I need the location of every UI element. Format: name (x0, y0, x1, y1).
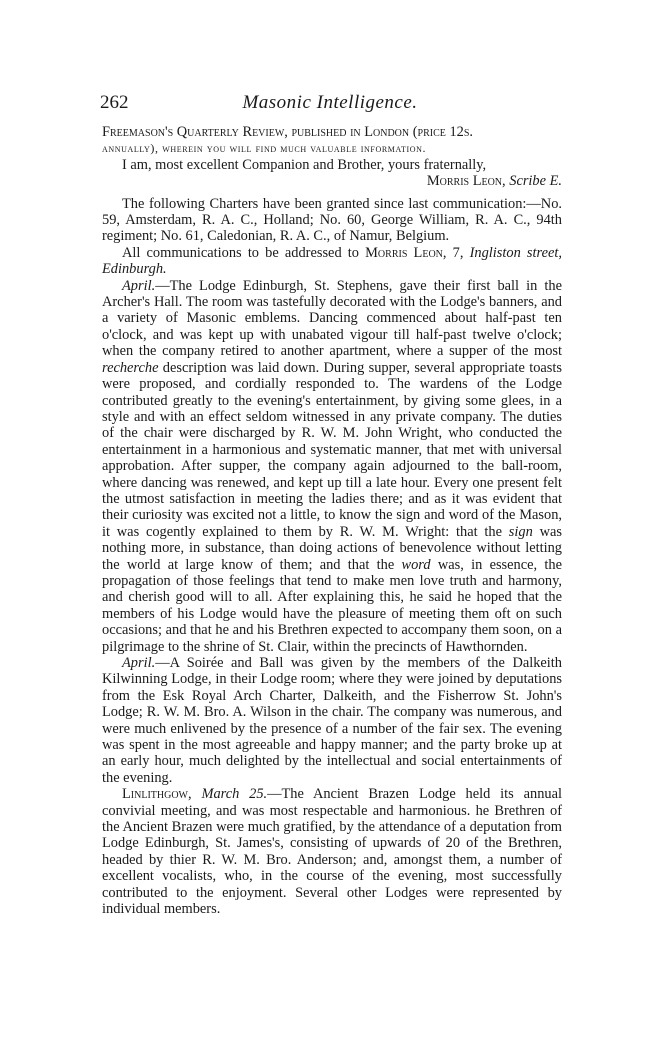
signature-name: Morris Leon, (426, 173, 506, 190)
review-notice-line-2: annually), wherein you will find much valuable information. (102, 141, 427, 156)
signature (102, 173, 562, 189)
review-notice-line-1: Freemason's Quarterly Review, published in London (price 12s. (102, 124, 474, 140)
closing-line: I am, most excellent Companion and Brother, yours fraternally, (122, 156, 487, 173)
april-soiree-paragraph: April.—A Soirée and Ball was given by the members of the Dalkeith Kilwinning Lodge, in their Lodge room; where they were joined by deputations from the Esk Royal Arch Charter, Dalkeith, and the Fisherrow St. John's Lodge; R. W. M. Bro. A. Wilson in the chair. The company was numerous, and were much enlivened by the presence of a number of the fair sex. The evening was spent in the most agreeable and happy manner; and the party broke up at an early hour, much delighted by the intellectual and social entertainments of the evening. (102, 655, 562, 786)
april-ball-paragraph: April.—The Lodge Edinburgh, St. Stephens, gave their first ball in the Archer's Hall. The room was tastefully decorated with the Lodge's banners, and a variety of Masonic emblems. Dancing commenced about half-past ten o'clock, and was kept up with unabated vigour till half-past twelve o'clock; when the company retired to another apartment, where a supper of the most recherche description was laid down. During supper, several appropriate toasts were proposed, and cordially responded to. The wardens of the Lodge contributed greatly to the evening's entertainment, by giving some glees, in a style and with an effect seldom witnessed in any private company. The duties of the chair were discharged by R. W. M. John Wright, who conducted the entertainment in a harmonious and systematic manner, that met with universal approbation. After supper, the company again adjourned to the ball-room, where dancing was renewed, and kept up till a late hour. Every one present felt the utmost satisfaction in meeting the ladies there; and as it was evident that their curiosity was excited not a little, to know the sign and word of the Mason, it was cogently explained to them by R. W. M. Wright: that the sign was nothing more, in substance, than doing actions of benevolence without letting the world at large know of them; and that the word was, in essence, the propagation of those feelings that tend to make men love truth and harmony, and cherish good will to all. After explaining this, he said he hoped that the members of his Lodge would have the pleasure of meeting them oft on such occasions; and that he and his Brethren expected to accompany them soon, on a pilgrimage to the shrine of St. Clair, within the precincts of Hawthornden. (102, 277, 562, 655)
page-header (100, 92, 560, 116)
signature-title: Scribe E. (509, 173, 562, 190)
running-title: Masonic Intelligence. (242, 92, 418, 113)
communications-paragraph: All communications to be addressed to Morris Leon, 7, Ingliston street, Edinburgh. (102, 244, 562, 278)
linlithgow-paragraph: Linlithgow, March 25.—The Ancient Brazen Lodge held its annual convivial meeting, and was most respectable and harmonious. he Brethren of the Ancient Brazen were much gratified, by the attendance of a deputation from Lodge Edinburgh, St. James's, consisting of upwards of 20 of the Brethren, headed by thier R. W. M. Bro. Anderson; and, amongst them, a number of excellent vocalists, who, in the course of the evening, most successfully contributed to the enjoyment. Several other Lodges were represented by individual members. (102, 786, 562, 918)
charters-paragraph: The following Charters have been granted since last communication:—No. 59, Amsterdam, R. A. C., Holland; No. 60, George William, R. A. C., 94th regiment; No. 61, Caledonian, R. A. C., of Namur, Belgium. (102, 195, 562, 245)
page-body (102, 124, 562, 918)
page-number: 262 (100, 92, 129, 113)
